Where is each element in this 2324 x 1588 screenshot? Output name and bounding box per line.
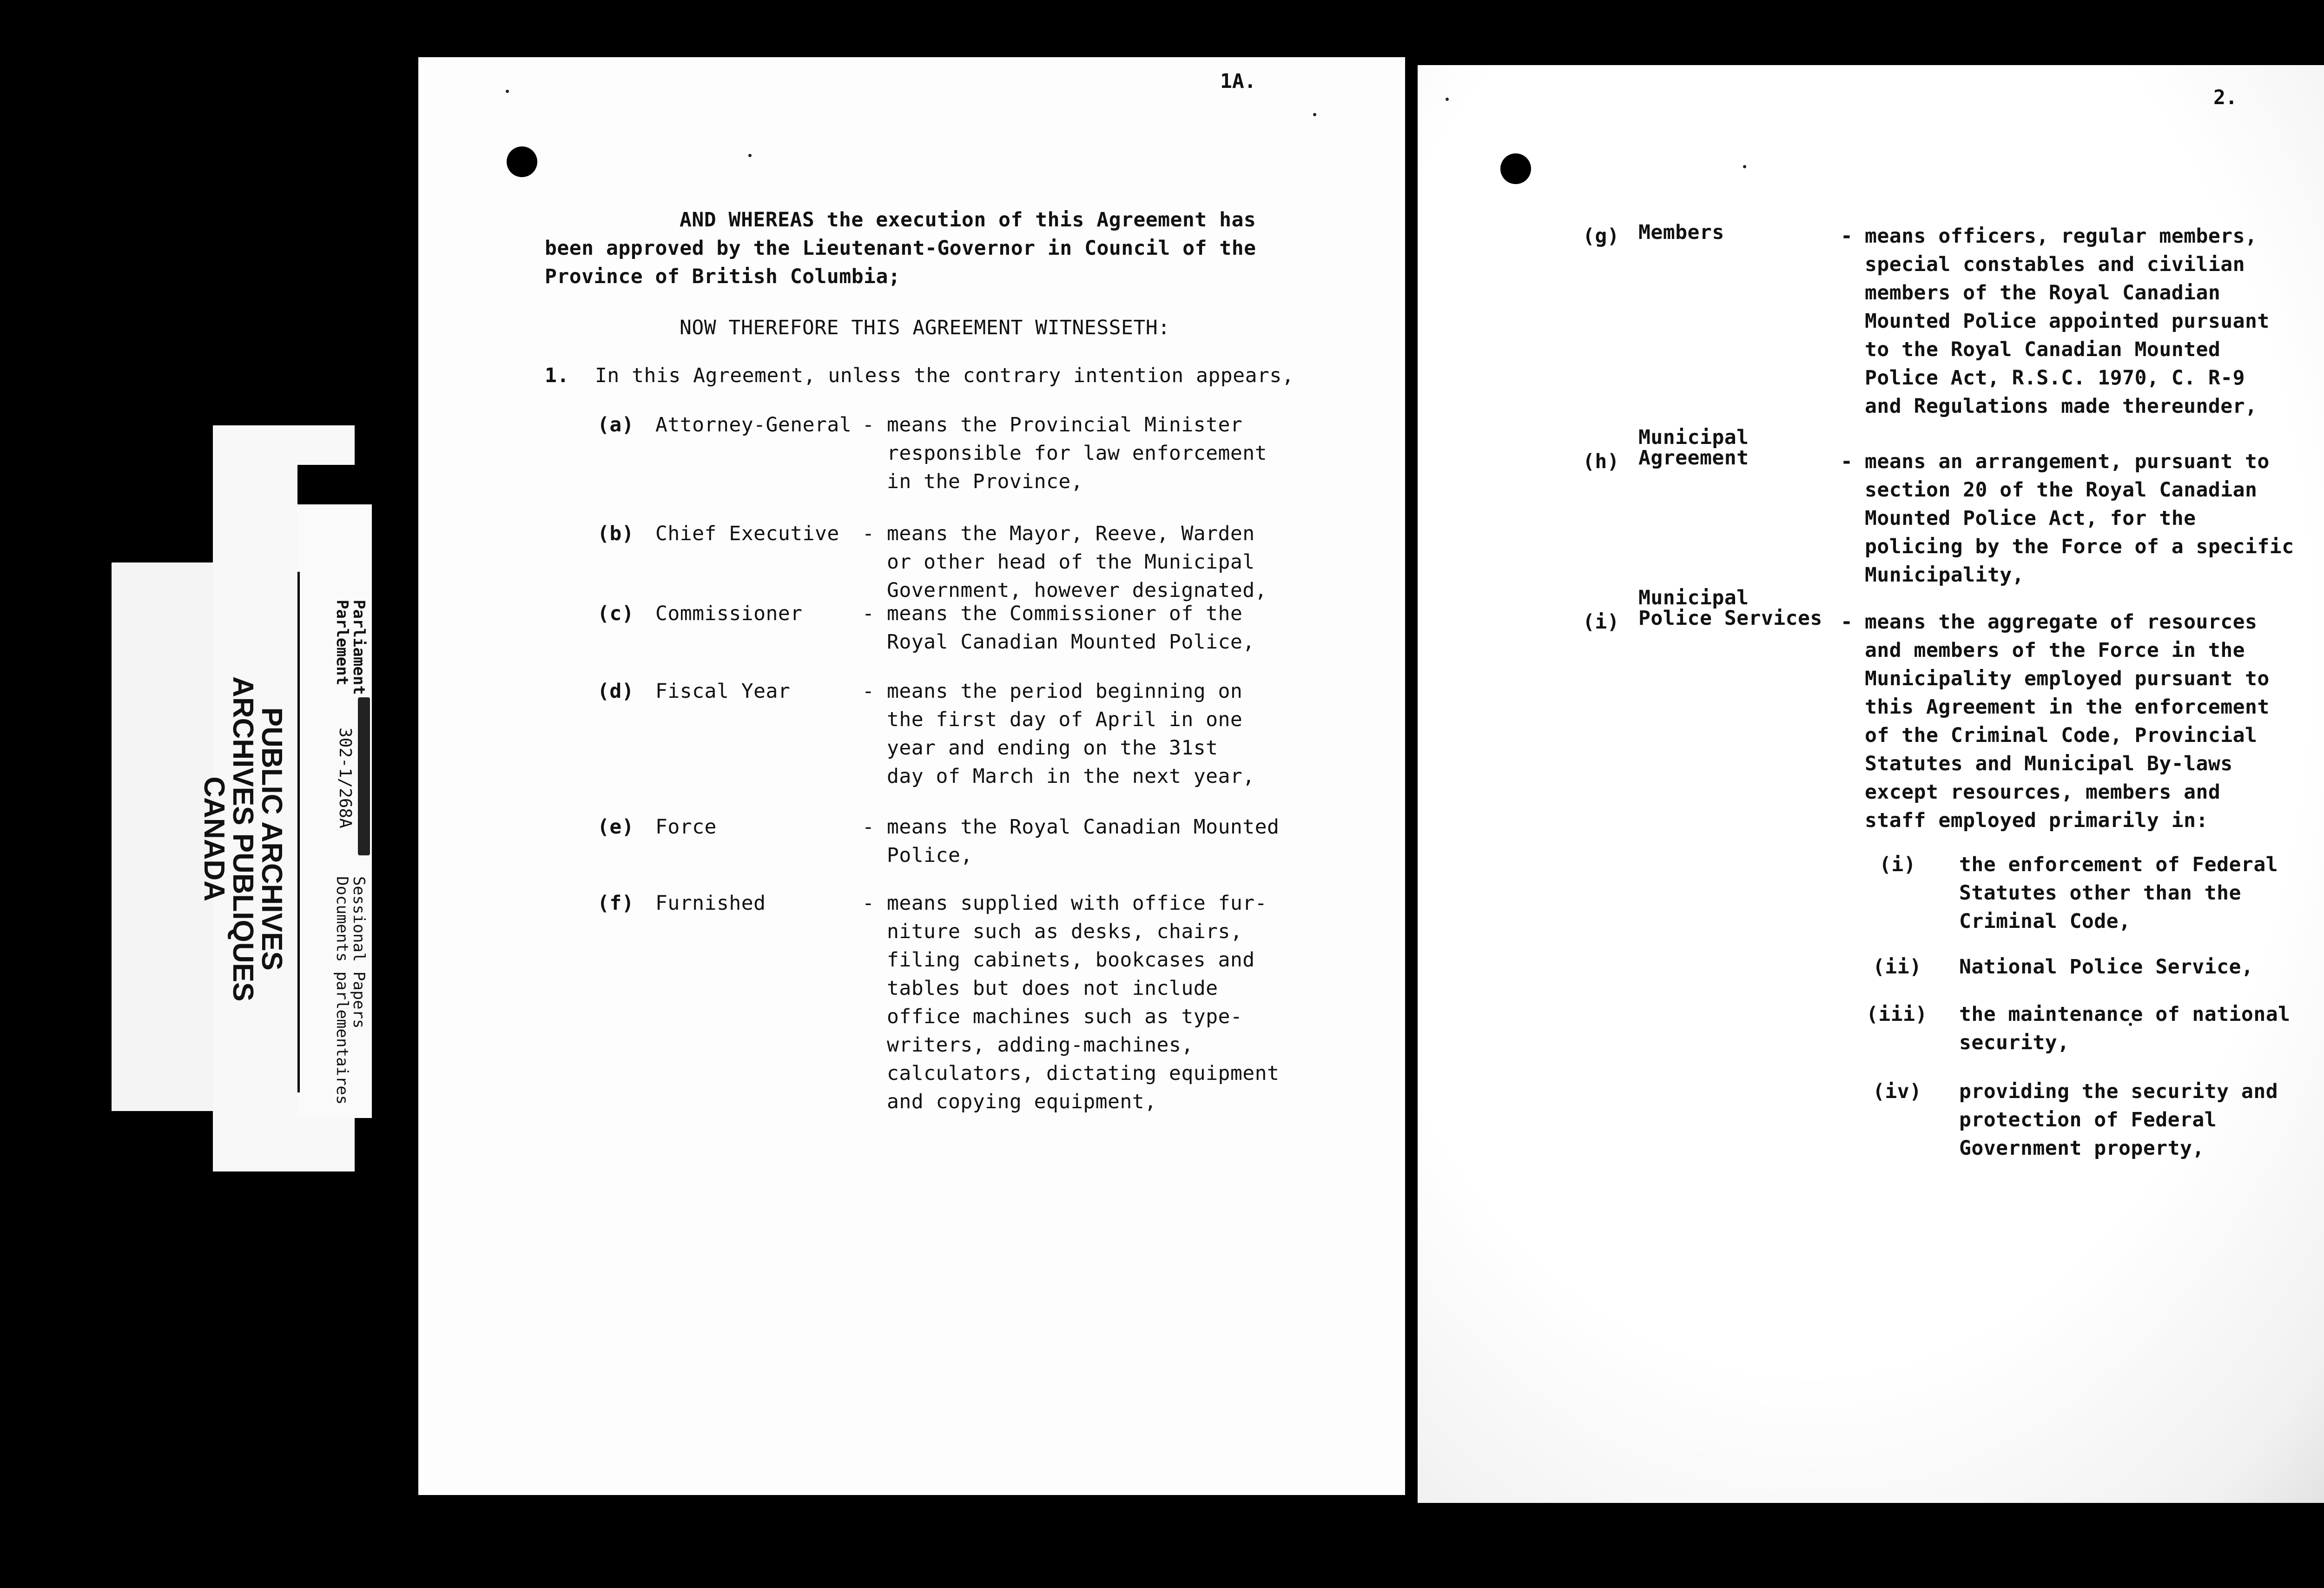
definition-text-line: Statutes and Municipal By-laws [1865, 752, 2233, 775]
definition-dash: - [862, 522, 875, 545]
whereas-line: been approved by the Lieutenant-Governor in Council of the [545, 237, 1256, 260]
whereas-line: AND WHEREAS the execution of this Agreement has [680, 208, 1256, 232]
definition-text-line: responsible for law enforcement [887, 442, 1268, 465]
definition-text-line: section 20 of the Royal Canadian [1865, 478, 2258, 502]
definition-text-line: writers, adding-machines, [887, 1033, 1194, 1057]
definition-text-line: Police Act, R.S.C. 1970, C. R-9 [1865, 366, 2245, 390]
clause-number: 1. [545, 364, 569, 387]
definition-text-line: Municipality employed pursuant to [1865, 667, 2270, 690]
definition-text-line: in the Province, [887, 470, 1083, 493]
archive-slip-rule [297, 572, 300, 1092]
definition-text-line: niture such as desks, chairs, [887, 920, 1243, 943]
definition-label: (b) [597, 522, 634, 545]
definition-text-line: Municipality, [1865, 563, 2025, 587]
definition-dash: - [862, 815, 875, 839]
archive-parliament [334, 600, 367, 695]
punch-hole [1500, 153, 1531, 184]
document-page-right [1418, 65, 2324, 1503]
definition-dash: - [1841, 450, 1853, 473]
definition-dash: - [862, 680, 875, 703]
definition-text-line: Police, [887, 844, 973, 867]
speck [748, 154, 752, 157]
subitem-text-line: providing the security and [1959, 1080, 2278, 1103]
subitem-label: (ii) [1873, 955, 1922, 979]
document-page-left [418, 57, 1405, 1495]
definition-text-line: means the Royal Canadian Mounted [887, 815, 1280, 839]
definition-term: Attorney-General [655, 413, 852, 437]
subitem-text-line: National Police Service, [1959, 955, 2254, 979]
definition-term: Municipal [1638, 586, 1749, 609]
definition-dash: - [862, 602, 875, 625]
definition-text-line: year and ending on the 31st [887, 736, 1218, 760]
definition-text-line: means supplied with office fur- [887, 892, 1268, 915]
archive-sessional-fr: Documents parlementaires [333, 876, 351, 1105]
page-number: 1A. [1220, 70, 1256, 93]
definition-term: Furnished [655, 892, 766, 915]
speck [1313, 113, 1316, 116]
witnesseth-heading: NOW THEREFORE THIS AGREEMENT WITNESSETH: [680, 316, 1170, 339]
definition-text-line: tables but does not include [887, 977, 1218, 1000]
definition-text-line: means an arrangement, pursuant to [1865, 450, 2270, 473]
clause-intro: In this Agreement, unless the contrary intention appears, [595, 364, 1294, 387]
page-number: 2. [2213, 86, 2238, 109]
definition-text-line: special constables and civilian [1865, 253, 2245, 276]
punch-hole [507, 146, 537, 177]
archive-stamp-line3: CANADA [198, 776, 230, 901]
definition-dash: - [862, 892, 875, 915]
whereas-line: Province of British Columbia; [545, 265, 901, 288]
definition-text-line: means the Commissioner of the [887, 602, 1243, 625]
definition-label: (g) [1583, 225, 1620, 248]
definition-text-line: and Regulations made thereunder, [1865, 395, 2258, 418]
definition-text-line: policing by the Force of a specific [1865, 535, 2294, 558]
definition-text-line: Royal Canadian Mounted Police, [887, 630, 1255, 654]
definition-term: Commissioner [655, 602, 803, 625]
archive-parliament-fr: Parlement [333, 600, 351, 686]
definition-text-line: filing cabinets, bookcases and [887, 948, 1255, 972]
subitem-label: (i) [1879, 853, 1916, 876]
archive-reference [337, 728, 353, 828]
archive-parliament-en: Parliament [350, 600, 368, 695]
subitem-text-line: the maintenance of national [1959, 1003, 2291, 1026]
subitem-text-line: the enforcement of Federal [1959, 853, 2278, 876]
subitem-text-line: Criminal Code, [1959, 910, 2131, 933]
definition-term: Municipal [1638, 426, 1749, 449]
speck [506, 90, 509, 93]
definition-label: (h) [1583, 450, 1620, 473]
definition-label: (c) [597, 602, 634, 625]
archive-slip-tab [358, 697, 370, 855]
definition-dash: - [1841, 225, 1853, 248]
definition-term: Police Services [1638, 607, 1822, 630]
subitem-text-line: Statutes other than the [1959, 881, 2241, 905]
definition-text-line: office machines such as type- [887, 1005, 1243, 1028]
definition-label: (e) [597, 815, 634, 839]
subitem-label: (iii) [1866, 1003, 1928, 1026]
definition-dash: - [1841, 610, 1853, 634]
definition-text-line: means the Provincial Minister [887, 413, 1243, 437]
definition-term: Force [655, 815, 717, 839]
subitem-text-line: security, [1959, 1031, 2070, 1054]
definition-text-line: of the Criminal Code, Provincial [1865, 724, 2258, 747]
definition-text-line: the first day of April in one [887, 708, 1243, 731]
definition-text-line: staff employed primarily in: [1865, 809, 2208, 832]
definition-text-line: Mounted Police Act, for the [1865, 507, 2196, 530]
definition-text-line: means the period beginning on [887, 680, 1243, 703]
archive-sessional-en: Sessional Papers [350, 876, 368, 1029]
definition-text-line: Mounted Police appointed pursuant [1865, 310, 2270, 333]
archive-sessional [334, 876, 367, 1105]
archive-slip-notch [297, 465, 355, 504]
subitem-text-line: protection of Federal [1959, 1108, 2217, 1131]
definition-label: (a) [597, 413, 634, 437]
speck [1446, 98, 1449, 101]
definition-term: Chief Executive [655, 522, 839, 545]
definition-text-line: except resources, members and [1865, 781, 2221, 804]
definition-term: Members [1638, 221, 1724, 244]
definition-text-line: means the Mayor, Reeve, Warden [887, 522, 1255, 545]
definition-label: (i) [1583, 610, 1620, 634]
archive-stamp-line1: PUBLIC ARCHIVES [256, 707, 288, 971]
definition-dash: - [862, 413, 875, 437]
definition-text-line: means the aggregate of resources [1865, 610, 2258, 634]
definition-text-line: or other head of the Municipal [887, 550, 1255, 574]
speck [1743, 165, 1746, 168]
definition-text-line: calculators, dictating equipment [887, 1062, 1280, 1085]
definition-term: Agreement [1638, 446, 1749, 470]
archive-stamp [199, 676, 286, 1001]
definition-label: (d) [597, 680, 634, 703]
definition-text-line: Government, however designated, [887, 579, 1268, 602]
definition-text-line: means officers, regular members, [1865, 225, 2258, 248]
definition-text-line: members of the Royal Canadian [1865, 281, 2221, 304]
definition-text-line: and members of the Force in the [1865, 639, 2245, 662]
definition-text-line: and copying equipment, [887, 1090, 1157, 1113]
definition-text-line: this Agreement in the enforcement [1865, 695, 2270, 719]
subitem-label: (iv) [1873, 1080, 1922, 1103]
archive-reference-text: 302-1/268A [336, 728, 355, 828]
archive-stamp-line2: ARCHIVES PUBLIQUES [227, 676, 259, 1002]
definition-text-line: to the Royal Canadian Mounted [1865, 338, 2221, 361]
definition-term: Fiscal Year [655, 680, 791, 703]
definition-label: (f) [597, 892, 634, 915]
definition-text-line: day of March in the next year, [887, 765, 1255, 788]
subitem-text-line: Government property, [1959, 1137, 2205, 1160]
